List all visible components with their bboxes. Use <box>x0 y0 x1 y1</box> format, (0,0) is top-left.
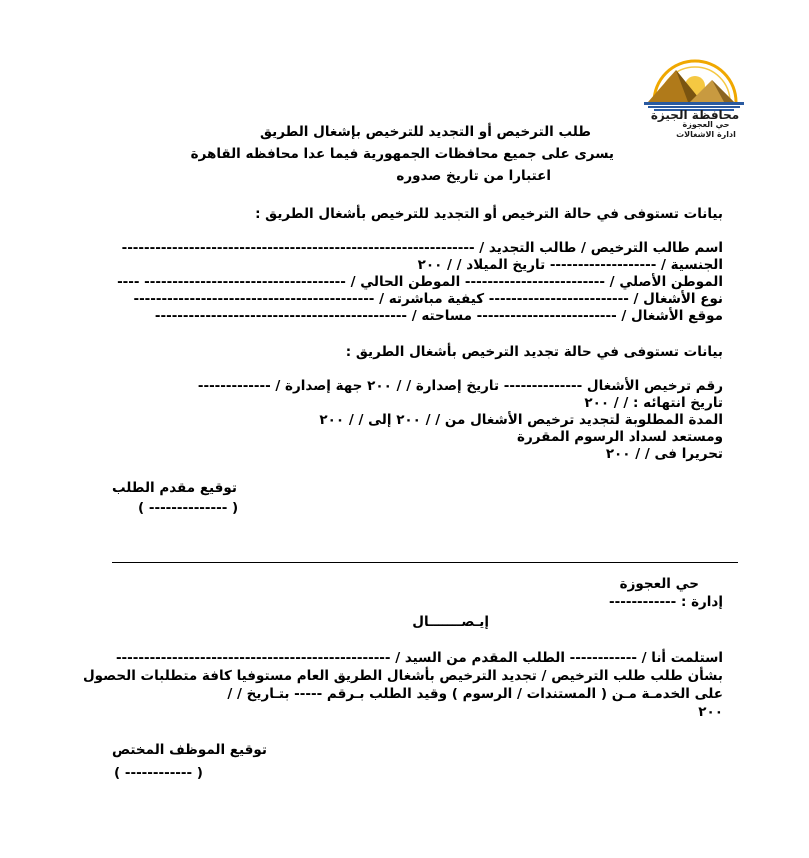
applicant-signature-label: توقيع مقدم الطلب <box>112 480 237 496</box>
receipt-row-received-by: استلمت أنا / ------------ الطلب المقدم من السيد / ------------------------------------------------- <box>115 650 723 666</box>
receipt-admin: إدارة : ------------ <box>609 594 723 610</box>
official-signature-label: توقيع الموظف المختص <box>112 742 267 758</box>
receipt-title: إيـصـــــــال <box>412 614 489 630</box>
form-row-nationality-birthdate: الجنسية / ------------------- تاريخ الميلاد / / ٢٠٠ <box>417 257 723 273</box>
form-row-applicant-name: اسم طالب الترخيص / طالب التجديد / --------------------------------------------------------------- <box>121 240 723 256</box>
logo-district-name: حي العجوزة <box>682 120 730 129</box>
receipt-row-request-subject: بشأن طلب طلب الترخيص / تجديد الترخيص بأشغال الطريق العام مستوفيا كافة متطلبات الحصول <box>82 668 723 684</box>
page-title: طلب الترخيص أو التجديد للترخيص بإشغال الطريق <box>259 124 591 140</box>
form-row-renewal-period: المدة المطلوبة لتجديد ترخيص الأشغال من / / ٢٠٠ إلى / / ٢٠٠ <box>319 412 723 428</box>
page-validity-note: اعتبارا من تاريخ صدوره <box>396 168 551 184</box>
official-signature-line: ( ------------ ) <box>114 765 203 781</box>
section2-heading: بيانات تستوفى في حالة تجديد الترخيص بأشغال الطريق : <box>345 344 723 360</box>
receipt-district: حي العجوزة <box>619 576 699 592</box>
section-divider <box>112 562 738 563</box>
receipt-row-service-details: على الخدمـة مـن ( المستندات / الرسوم ) وقيد الطلب بـرقم ----- بتـاريخ / / <box>227 686 723 702</box>
pyramids-sun-emblem-icon <box>640 56 750 116</box>
section1-heading: بيانات تستوفى في حالة الترخيص أو التجديد للترخيص بأشغال الطريق : <box>255 206 723 222</box>
form-row-fee-statement: ومستعد لسداد الرسوم المقررة <box>516 429 723 445</box>
receipt-row-year: ٢٠٠ <box>698 704 723 720</box>
form-row-written-date: تحريرا فى / / ٢٠٠ <box>605 446 723 462</box>
governorate-logo <box>640 56 750 138</box>
logo-governorate-name: محافظة الجيزة <box>650 108 740 122</box>
form-row-occupancy-location: موقع الأشغال / ------------------------- مساحته / --------------------------------------------- <box>154 308 723 324</box>
form-row-residence: الموطن الأصلي / ------------------------- الموطن الحالي / ------------------------------------ ---- <box>117 274 723 290</box>
form-row-occupancy-type: نوع الأشغال / ------------------------- كيفية مباشرته / ------------------------------------------- <box>133 291 723 307</box>
form-row-license-number: رقم ترخيص الأشغال -------------- تاريخ إصدارة / / ٢٠٠ جهة إصدارة / ------------- <box>197 378 723 394</box>
page-subtitle: يسرى على جميع محافظات الجمهورية فيما عدا محافظه القاهرة <box>190 146 614 162</box>
applicant-signature-line: ( -------------- ) <box>138 500 239 516</box>
logo-department-name: ادارة الاشغالات <box>676 130 736 139</box>
form-row-expiry-date: تاريخ انتهائه : / / ٢٠٠ <box>584 395 723 411</box>
